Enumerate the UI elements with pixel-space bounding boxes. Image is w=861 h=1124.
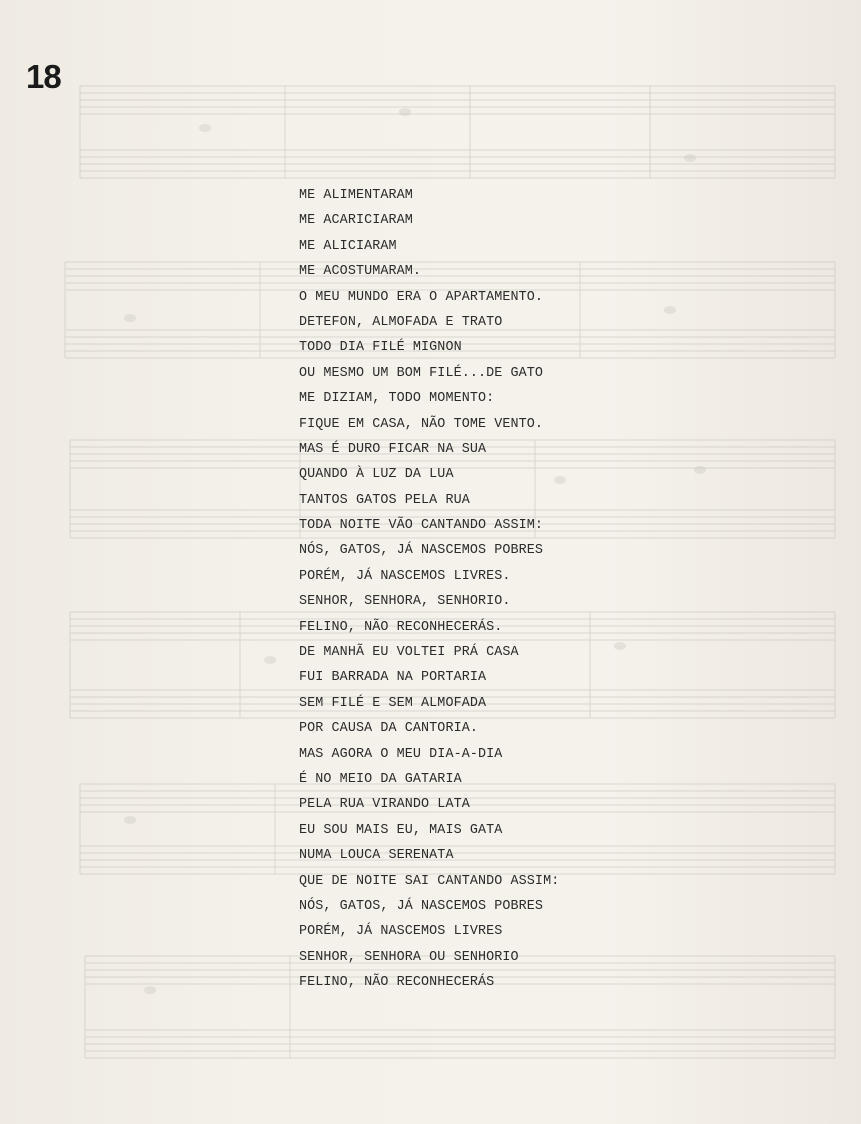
lyric-line: EU SOU MAIS EU, MAIS GATA [299,822,503,838]
lyric-line: PELA RUA VIRANDO LATA [299,797,470,813]
lyric-line: FUI BARRADA NA PORTARIA [299,670,487,686]
lyric-line: ME ALICIARAM [299,238,397,254]
lyric-line: TODA NOITE VÃO CANTANDO ASSIM: [299,518,544,534]
lyric-line: PORÉM, JÁ NASCEMOS LIVRES [299,924,503,940]
lyric-line: ME DIZIAM, TODO MOMENTO: [299,391,495,407]
lyric-line: É NO MEIO DA GATARIA [299,771,462,787]
lyric-line: ME ACOSTUMARAM. [299,264,422,280]
lyrics-block [299,186,559,999]
lyric-line: FIQUE EM CASA, NÃO TOME VENTO. [299,416,544,432]
lyric-line: ME ALIMENTARAM [299,188,413,203]
lyric-line: ME ACARICIARAM [299,213,413,229]
lyric-line: QUANDO À LUZ DA LUA [299,467,454,483]
lyric-line: QUE DE NOITE SAI CANTANDO ASSIM: [299,873,560,889]
lyric-line: NÓS, GATOS, JÁ NASCEMOS POBRES [299,898,544,914]
lyric-line: DE MANHÃ EU VOLTEI PRÁ CASA [299,645,519,661]
lyric-line: FELINO, NÃO RECONHECERÁS [299,975,495,991]
lyric-line: OU MESMO UM BOM FILÉ...DE GATO [299,365,544,381]
lyric-line: TANTOS GATOS PELA RUA [299,492,470,508]
lyric-line: MAS É DURO FICAR NA SUA [299,441,487,457]
staff-system-1 [80,86,835,178]
lyric-line: O MEU MUNDO ERA O APARTAMENTO. [299,289,544,305]
lyric-line: FELINO, NÃO RECONHECERÁS. [299,619,503,635]
lyric-line: POR CAUSA DA CANTORIA. [299,721,478,737]
lyric-line: NÓS, GATOS, JÁ NASCEMOS POBRES [299,543,544,559]
lyric-line: SENHOR, SENHORA, SENHORIO. [299,594,511,610]
lyric-line: SENHOR, SENHORA OU SENHORIO [299,949,519,965]
lyric-line: DETEFON, ALMOFADA E TRATO [299,314,503,330]
lyric-line: TODO DIA FILÉ MIGNON [299,340,462,356]
lyric-line: NUMA LOUCA SERENATA [299,848,454,864]
lyric-line: SEM FILÉ E SEM ALMOFADA [299,695,487,711]
page-number: 18 [26,58,61,95]
lyric-line: PORÉM, JÁ NASCEMOS LIVRES. [299,568,511,584]
lyric-line: MAS AGORA O MEU DIA-A-DIA [299,746,503,762]
